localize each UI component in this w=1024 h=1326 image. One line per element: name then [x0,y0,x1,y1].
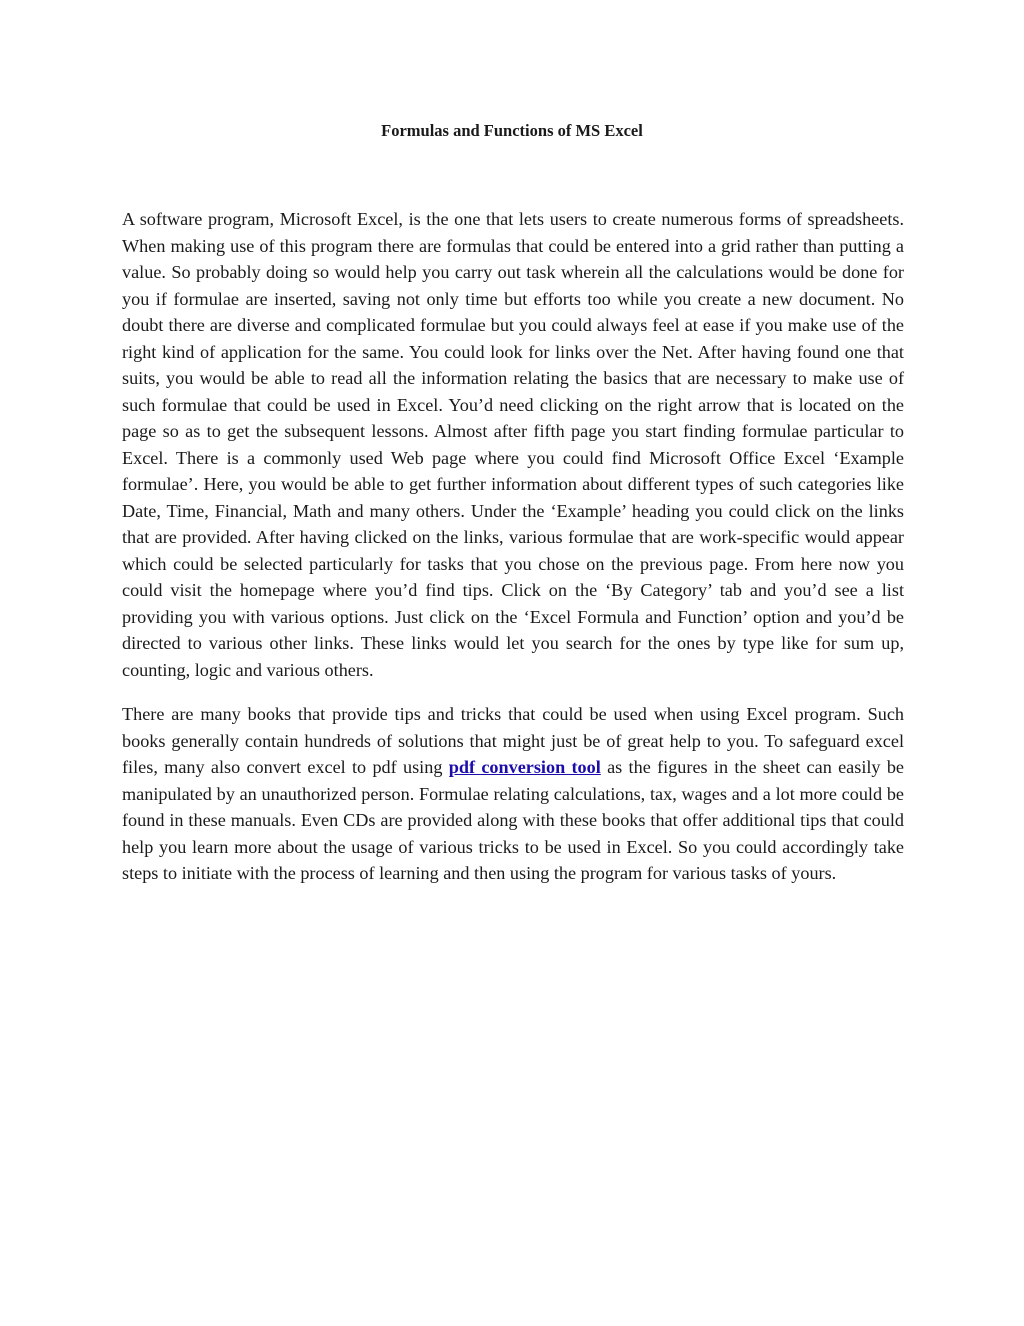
paragraph-1: A software program, Microsoft Excel, is the one that lets users to create numerous forms of spreadsheets. When making use of this program there are formulas that could be entered into a grid rather than putting a value. So probably doing so would help you carry out task wherein all the calculations would be done for you if formulae are inserted, saving not only time but efforts too while you create a new document. No doubt there are diverse and complicated formulae but you could always feel at ease if you make use of the right kind of application for the same. You could look for links over the Net. After having found one that suits, you would be able to read all the information relating the basics that are necessary to make use of such formulae that could be used in Excel. You’d need clicking on the right arrow that is located on the page so as to get the subsequent lessons. Almost after fifth page you start finding formulae particular to Excel. There is a commonly used Web page where you could find Microsoft Office Excel ‘Example formulae’. Here, you would be able to get further information about different types of such categories like Date, Time, Financial, Math and many others. Under the ‘Example’ heading you could click on the links that are provided. After having clicked on the links, various formulae that are work-specific would appear which could be selected particularly for tasks that you chose on the previous page. From here now you could visit the homepage where you’d find tips. Click on the ‘By Category’ tab and you’d see a list providing you with various options. Just click on the ‘Excel Formula and Function’ option and you’d be directed to various other links. These links would let you search for the ones by type like for sum up, counting, logic and various others. [122,209,904,680]
paragraph-2 [122,701,904,887]
document-body [122,206,904,905]
paragraph-2-text-after-link: as the figures in the sheet can easily be manipulated by an unauthorized person. Formulae relating calculations, tax, wages and a lot more could be found in these manuals. Even CDs are provided along with these books that offer additional tips that could help you learn more about the usage of various tricks to be used in Excel. So you could accordingly take steps to initiate with the process of learning and then using the program for various tasks of yours. [122,757,904,883]
page-title: Formulas and Functions of MS Excel [381,121,643,140]
pdf-conversion-tool-link[interactable]: pdf conversion tool [448,757,601,777]
paragraph-2-text-before-link: There are many books that provide tips and tricks that could be used when using Excel program. Such books generally contain hundreds of solutions that might just be of great help to you. To safeguard excel files, many also convert excel to pdf using [122,704,904,777]
